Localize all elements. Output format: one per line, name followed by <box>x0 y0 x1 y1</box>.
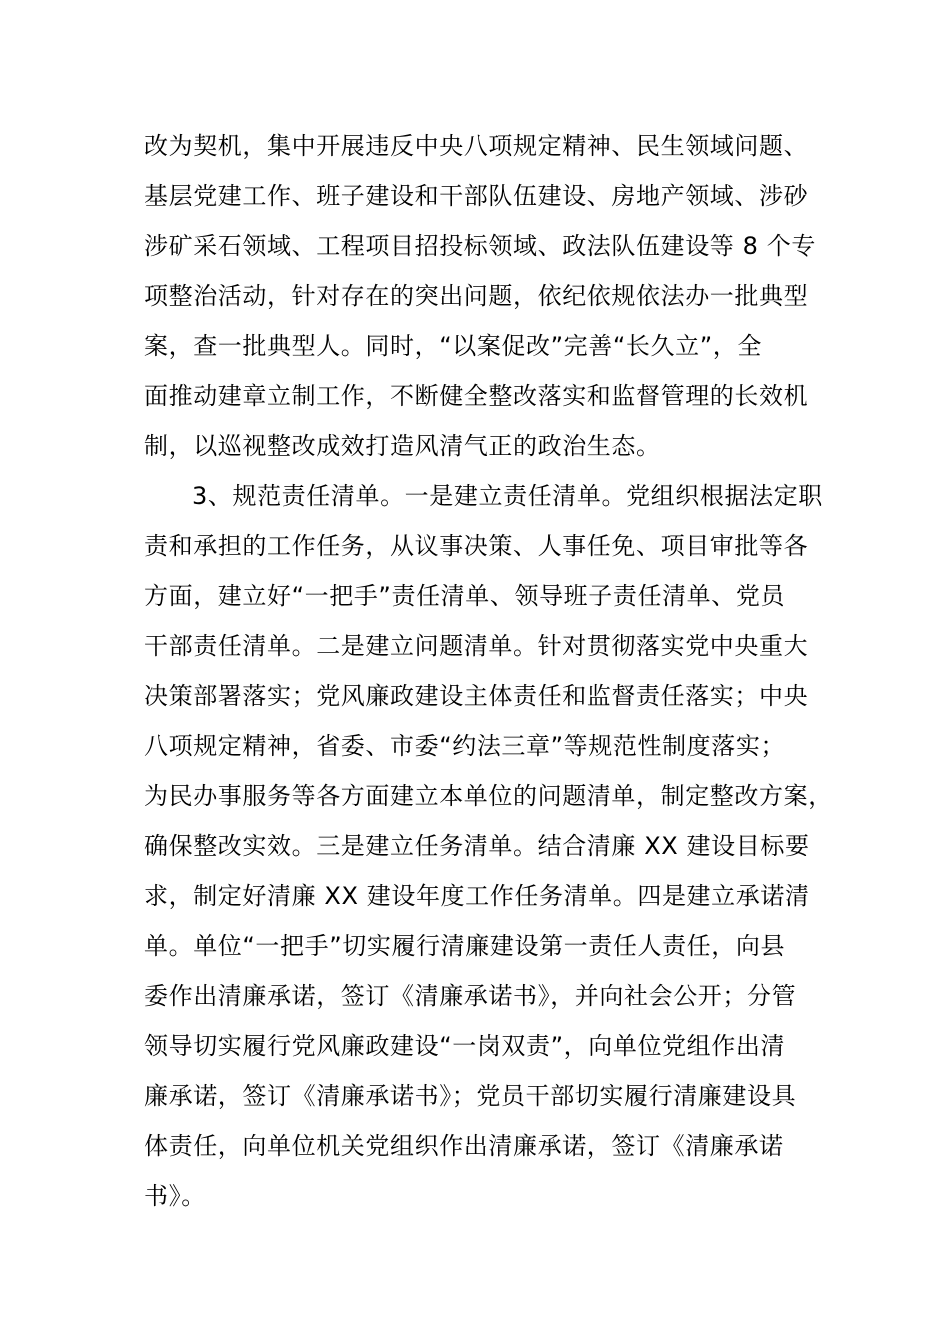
text-line: 书》。 <box>144 1182 206 1210</box>
text-line: 体责任，向单位机关党组织作出清廉承诺，签订《清廉承诺 <box>144 1132 784 1160</box>
text-line: 项整治活动，针对存在的突出问题，依纪依规依法办一批典型 <box>144 282 809 310</box>
text-line: 单。单位“一把手”切实履行清廉建设第一责任人责任，向县 <box>144 932 786 960</box>
text-line: 制，以巡视整改成效打造风清气正的政治生态。 <box>144 432 661 460</box>
text-line: 求，制定好清廉 XX 建设年度工作任务清单。四是建立承诺清 <box>144 882 810 910</box>
text-line: 委作出清廉承诺，签订《清廉承诺书》，并向社会公开；分管 <box>144 982 797 1010</box>
text-line: 方面，建立好“一把手”责任清单、领导班子责任清单、党员 <box>144 582 786 610</box>
text-line: 基层党建工作、班子建设和干部队伍建设、房地产领域、涉砂 <box>144 182 809 210</box>
text-line: 八项规定精神，省委、市委“约法三章”等规范性制度落实； <box>144 732 786 760</box>
text-line: 为民办事服务等各方面建立本单位的问题清单，制定整改方案， <box>144 782 833 810</box>
text-line: 涉矿采石领域、工程项目招投标领域、政法队伍建设等 8 个专 <box>144 232 816 260</box>
text-line: 改为契机，集中开展违反中央八项规定精神、民生领域问题、 <box>144 132 809 160</box>
text-line: 干部责任清单。二是建立问题清单。针对贯彻落实党中央重大 <box>144 632 809 660</box>
text-line: 责和承担的工作任务，从议事决策、人事任免、项目审批等各 <box>144 532 809 560</box>
text-line: 廉承诺，签订《清廉承诺书》；党员干部切实履行清廉建设具 <box>144 1082 797 1110</box>
text-line: 领导切实履行党风廉政建设“一岗双责”，向单位党组作出清 <box>144 1032 786 1060</box>
text-line: 决策部署落实；党风廉政建设主体责任和监督责任落实；中央 <box>144 682 809 710</box>
text-line: 案，查一批典型人。同时，“以案促改”完善“长久立”，全 <box>144 332 762 360</box>
text-line: 确保整改实效。三是建立任务清单。结合清廉 XX 建设目标要 <box>144 832 810 860</box>
paragraph-start-line: 3、规范责任清单。一是建立责任清单。党组织根据法定职 <box>192 482 823 510</box>
text-line: 面推动建章立制工作，不断健全整改落实和监督管理的长效机 <box>144 382 809 410</box>
